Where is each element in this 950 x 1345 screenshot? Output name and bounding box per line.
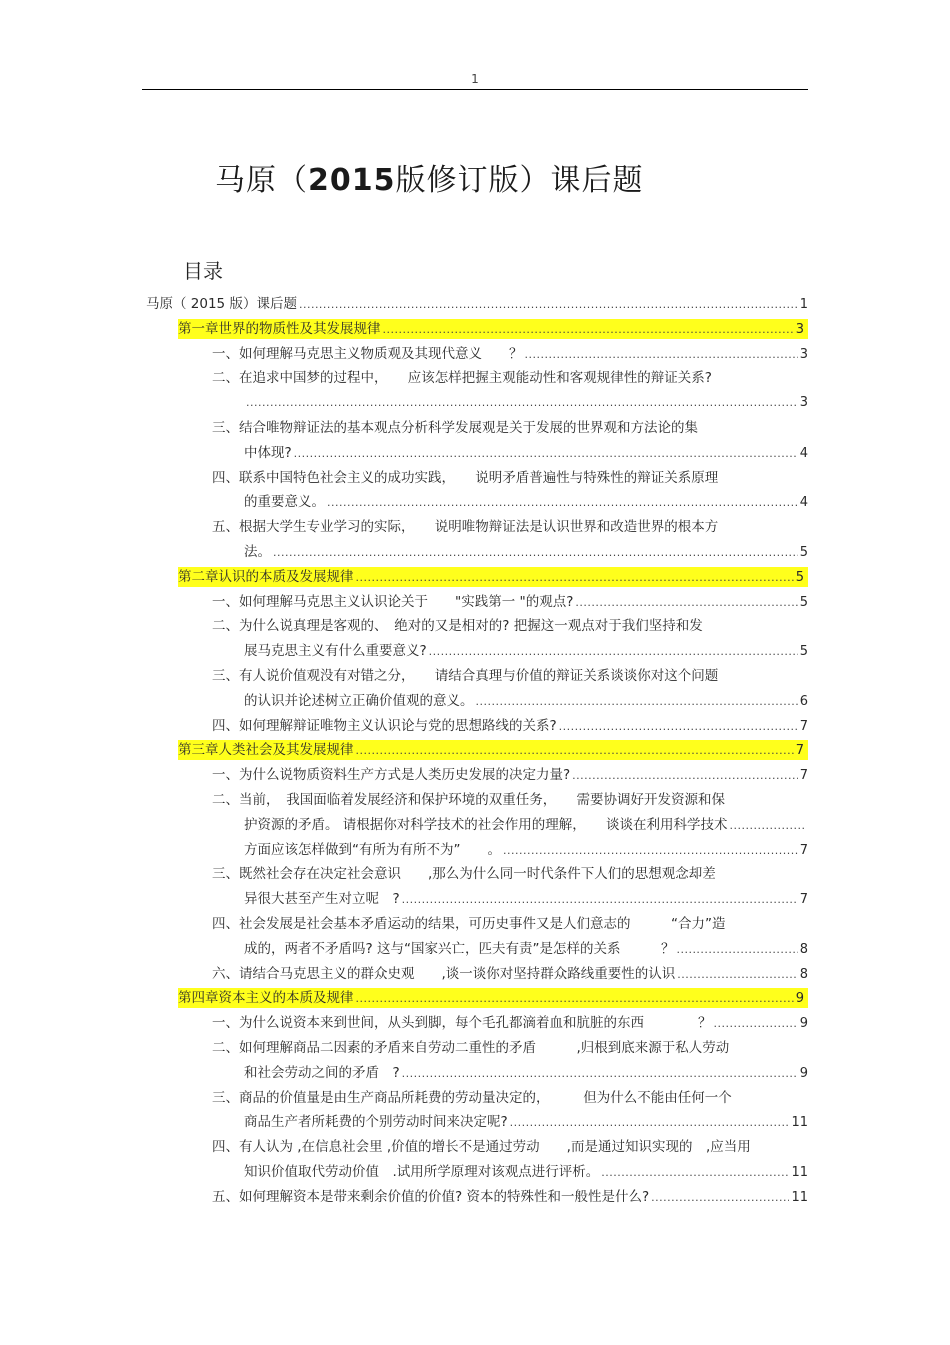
- header-rule: [142, 89, 808, 90]
- toc-entry-text: 和社会劳动之间的矛盾 ?: [244, 1064, 400, 1081]
- toc-entry[interactable]: [212, 368, 808, 388]
- toc-page-number: 7: [795, 743, 804, 759]
- toc-page-number: 8: [799, 941, 808, 957]
- toc-entry-text: 一、为什么说物质资料生产方式是人类历史发展的决定力量?: [212, 767, 571, 784]
- toc-page-number: 5: [799, 644, 808, 660]
- toc-leader-dots: [510, 1113, 790, 1133]
- toc-leader-dots: [559, 717, 798, 737]
- toc-page-number: 11: [791, 1115, 808, 1131]
- toc-entry-text: 一、如何理解马克思主义认识论关于 "实践第一 "的观点?: [212, 593, 574, 610]
- toc-entry[interactable]: [212, 592, 808, 612]
- toc-entry[interactable]: [244, 492, 808, 512]
- toc-entry-text: 方面应该怎样做到“有所为有所不为” 。: [244, 841, 501, 858]
- toc-leader-dots: [503, 841, 798, 861]
- toc-leader-dots: [299, 295, 798, 315]
- toc-entry-text: 五、如何理解资本是带来剩余价值的价值? 资本的特殊性和一般性是什么?: [212, 1188, 650, 1205]
- toc-entry[interactable]: [212, 1013, 808, 1033]
- toc-entry-text: 三、有人说价值观没有对错之分， 请结合真理与价值的辩证关系谈谈你对这个问题: [212, 668, 719, 684]
- toc-entry-text: 二、当前， 我国面临着发展经济和保护环境的双重任务， 需要协调好开发资源和保: [212, 792, 725, 808]
- toc-leader-dots: [246, 393, 798, 413]
- toc-entry[interactable]: [212, 1187, 808, 1207]
- toc-page-number: 1: [799, 297, 808, 312]
- toc-leader-dots: [476, 692, 798, 712]
- toc-entry[interactable]: [212, 790, 808, 810]
- toc-leader-dots: [677, 965, 797, 985]
- toc-entry-text: 的重要意义。: [244, 494, 325, 511]
- toc-leader-dots: [383, 320, 794, 340]
- toc-entry[interactable]: [244, 393, 808, 413]
- toc-page-number: 7: [799, 892, 808, 908]
- toc-entry-text: 五、根据大学生专业学习的实际， 说明唯物辩证法是认识世界和改造世界的根本方: [212, 519, 719, 536]
- toc-entry-text: 商品生产者所耗费的个别劳动时间来决定呢?: [244, 1114, 508, 1131]
- toc-chapter-entry[interactable]: [178, 988, 808, 1008]
- toc-entry[interactable]: [146, 294, 808, 314]
- toc-entry[interactable]: [244, 889, 808, 909]
- toc-entry[interactable]: [212, 616, 808, 636]
- toc-entry[interactable]: [212, 517, 808, 537]
- toc-page-number: 5: [799, 594, 808, 610]
- toc-leader-dots: [429, 642, 798, 662]
- title-prefix: 马原（: [215, 163, 308, 198]
- toc-entry-text: 第四章资本主义的本质及规律: [178, 990, 354, 1007]
- toc-leader-dots: [356, 989, 794, 1009]
- toc-entry-text: 三、商品的价值量是由生产商品所耗费的劳动量决定的， 但为什么不能由任何一个: [212, 1089, 732, 1106]
- toc-leader-dots: [601, 1163, 789, 1183]
- toc-entry-text: 四、社会发展是社会基本矛盾运动的结果，可历史事件又是人们意志的 “合力”造: [212, 916, 726, 932]
- toc-page-number: 3: [799, 395, 808, 411]
- toc-entry[interactable]: [244, 815, 808, 835]
- toc-entry-text: 二、为什么说真理是客观的、 绝对的又是相对的? 把握这一观点对于我们坚持和发: [212, 618, 703, 635]
- toc-leader-dots: [676, 940, 797, 960]
- toc-entry-text: 展马克思主义有什么重要意义?: [244, 643, 427, 660]
- toc-chapter-entry[interactable]: [178, 740, 808, 760]
- toc-entry[interactable]: [212, 344, 808, 364]
- toc-entry-text: 二、在追求中国梦的过程中， 应该怎样把握主观能动性和客观规律性的辩证关系?: [212, 370, 712, 387]
- toc-page-number: 9: [795, 991, 804, 1007]
- toc-entry[interactable]: [244, 691, 808, 711]
- toc-leader-dots: [525, 345, 798, 365]
- toc-entry-text: 成的，两者不矛盾吗? 这与“国家兴亡，匹夫有责”是怎样的关系 ？: [244, 940, 675, 957]
- toc-entry[interactable]: [212, 914, 808, 934]
- toc-page-number: 7: [799, 768, 808, 784]
- title-year: 2015: [308, 163, 396, 198]
- toc-entry-text: 一、如何理解马克思主义物质观及其现代意义 ？: [212, 345, 523, 362]
- toc-entry[interactable]: [212, 1038, 808, 1058]
- toc-page-number: 11: [791, 1189, 808, 1205]
- toc-entry-text: 护资源的矛盾。 请根据你对科学技术的社会作用的理解， 谈谈在利用科学技术: [244, 816, 728, 833]
- toc-entry-text: 的认识并论述树立正确价值观的意义。: [244, 692, 474, 709]
- toc-entry-text: 六、请结合马克思主义的群众史观 ,谈一谈你对坚持群众路线重要性的认识: [212, 965, 676, 982]
- toc-heading: 目录: [183, 259, 223, 283]
- toc-chapter-entry[interactable]: [178, 319, 808, 339]
- toc-entry-text: 知识价值取代劳动价值 .试用所学原理对该观点进行评析。: [244, 1164, 600, 1180]
- toc-leader-dots: [575, 593, 797, 613]
- toc-leader-dots: [402, 890, 798, 910]
- toc-page-number: 4: [799, 445, 808, 461]
- toc-entry-text: 三、既然社会存在决定社会意识 ,那么为什么同一时代条件下人们的思想观念却差: [212, 866, 716, 883]
- toc-entry[interactable]: [212, 468, 808, 488]
- toc-entry[interactable]: [244, 542, 808, 562]
- toc-entry-text: 第一章世界的物质性及其发展规律: [178, 320, 381, 337]
- toc-entry-text: 马原（ 2015 版）课后题: [146, 296, 297, 312]
- toc-page-number: 6: [799, 693, 808, 709]
- document-title: [215, 155, 644, 199]
- toc-entry-text: 法。: [244, 544, 271, 560]
- toc-leader-dots: [273, 543, 798, 563]
- toc-entry-text: 四、有人认为 ,在信息社会里 ,价值的增长不是通过劳动 ,而是通过知识实现的 ,应当用: [212, 1139, 751, 1156]
- toc-entry-text: 异很大甚至产生对立呢 ?: [244, 891, 400, 908]
- toc-leader-dots: [294, 444, 798, 464]
- toc-entry-text: 中体现?: [244, 444, 292, 461]
- toc-page-number: 4: [799, 495, 808, 511]
- toc-entry[interactable]: [212, 864, 808, 884]
- toc-entry[interactable]: [244, 443, 808, 463]
- toc-entry[interactable]: [212, 1088, 808, 1108]
- toc-entry[interactable]: [244, 939, 808, 959]
- toc-entry[interactable]: [212, 765, 808, 785]
- toc-page-number: 7: [799, 842, 808, 858]
- toc-page-number: 7: [799, 718, 808, 734]
- page-number: 1: [471, 72, 479, 86]
- toc-page-number: 5: [795, 569, 804, 585]
- toc-entry[interactable]: [244, 1162, 808, 1182]
- toc-entry[interactable]: [244, 1063, 808, 1083]
- toc-entry-text: 四、联系中国特色社会主义的成功实践， 说明矛盾普遍性与特殊性的辩证关系原理: [212, 469, 719, 486]
- title-suffix: 版修订版）课后题: [395, 163, 644, 198]
- toc-leader-dots: [730, 816, 806, 836]
- toc-page-number: 9: [799, 1065, 808, 1081]
- toc-page-number: 9: [799, 1016, 808, 1032]
- toc-entry-text: 第二章认识的本质及发展规律: [178, 568, 354, 585]
- toc-entry-text: 一、为什么说资本来到世间，从头到脚，每个毛孔都滴着血和肮脏的东西 ？: [212, 1015, 712, 1032]
- toc-entry[interactable]: [244, 1112, 808, 1132]
- toc-entry-text: 三、结合唯物辩证法的基本观点分析科学发展观是关于发展的世界观和方法论的集: [212, 420, 698, 436]
- toc-page-number: 11: [791, 1165, 808, 1180]
- toc-leader-dots: [714, 1014, 798, 1034]
- toc-entry[interactable]: [212, 716, 808, 736]
- toc-entry[interactable]: [212, 666, 808, 686]
- toc-entry-text: 二、如何理解商品二因素的矛盾来自劳动二重性的矛盾 ,归根到底来源于私人劳动: [212, 1040, 730, 1056]
- toc-leader-dots: [356, 568, 794, 588]
- toc-entry[interactable]: [244, 641, 808, 661]
- toc-chapter-entry[interactable]: [178, 567, 808, 587]
- toc-page-number: 5: [799, 545, 808, 560]
- toc-entry-text: 四、如何理解辩证唯物主义认识论与党的思想路线的关系?: [212, 717, 557, 734]
- toc-page-number: 3: [799, 346, 808, 362]
- toc-leader-dots: [572, 766, 798, 786]
- toc-page-number: 3: [795, 321, 804, 337]
- toc-entry[interactable]: [212, 1137, 808, 1157]
- toc-leader-dots: [327, 493, 798, 513]
- toc-leader-dots: [402, 1064, 798, 1084]
- toc-entry[interactable]: [212, 418, 808, 438]
- toc-leader-dots: [651, 1188, 789, 1208]
- toc-leader-dots: [356, 741, 794, 761]
- toc-page-number: 8: [799, 966, 808, 982]
- toc-entry[interactable]: [244, 840, 808, 860]
- toc-entry-text: 第三章人类社会及其发展规律: [178, 742, 354, 759]
- toc-entry[interactable]: [212, 964, 808, 984]
